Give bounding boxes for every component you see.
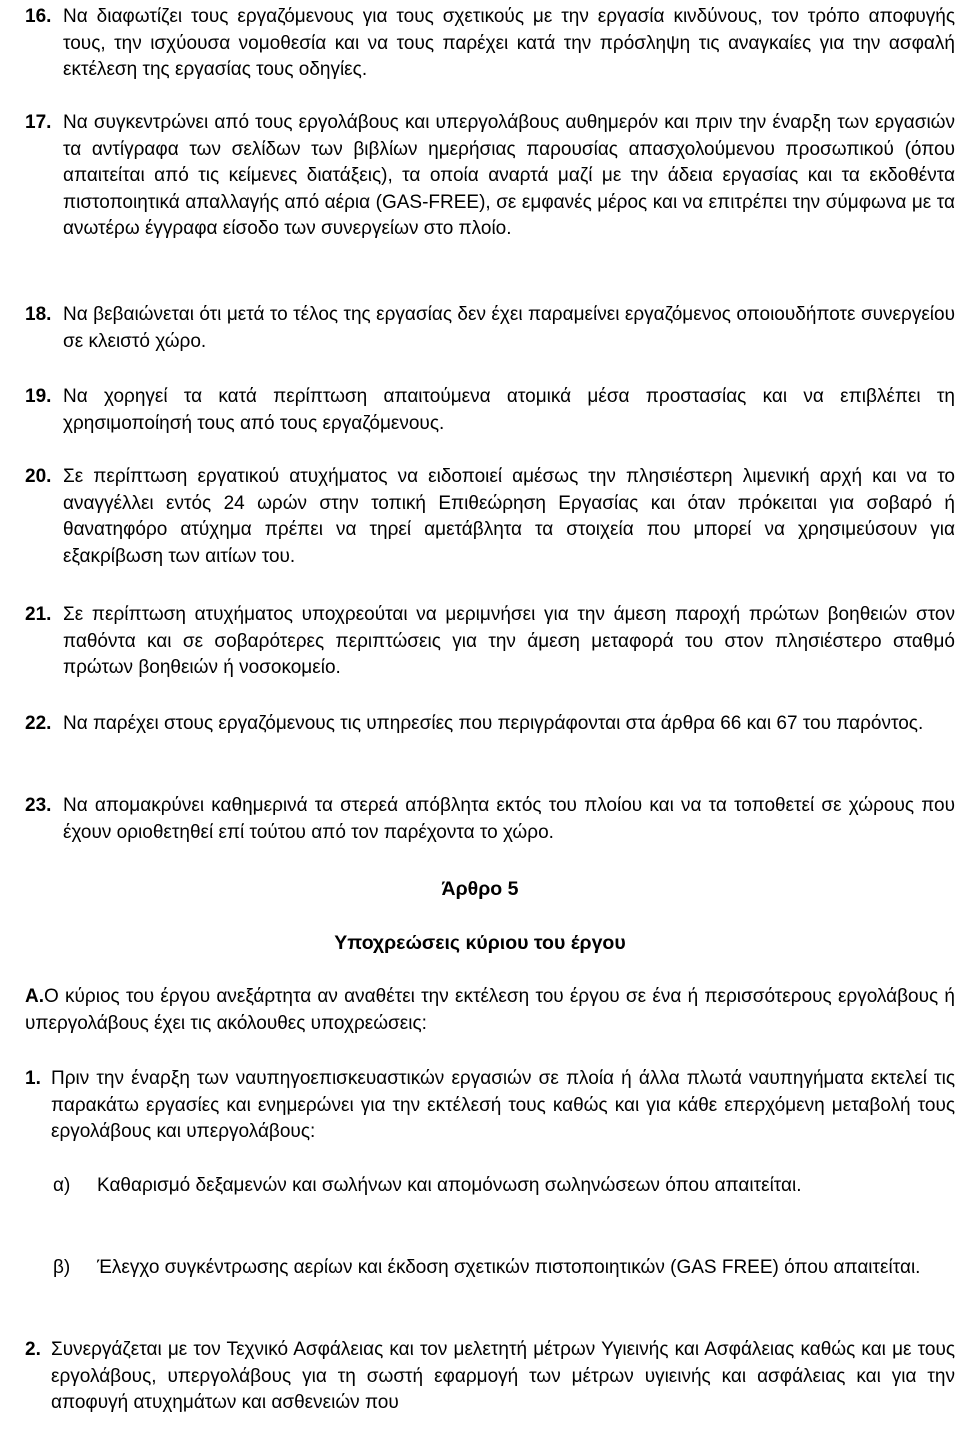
article-subtitle: Υποχρεώσεις κύριου του έργου — [334, 932, 626, 954]
item-text: Σε περίπτωση ατυχήματος υποχρεούται να μεριμνήσει για την άμεση παροχή πρώτων βοηθειών στον παθόντα και σε σοβαρότερες περιπτώσεις για την άμεση μεταφορά του στον πλησιέστερο σταθμό πρώτων βοηθειών ή νοσοκομείο. — [63, 604, 955, 678]
subitem-1 — [25, 1066, 955, 1146]
item-text: Να συγκεντρώνει από τους εργολάβους και υπεργολάβους αυθημερόν και πριν την έναρξη των εργασιών τα αντίγραφα των σελίδων των βιβλίων ημερήσιας παρουσίας απασχολούμενου προσωπικού (όπου απαιτείται από τις κείμενες διατάξεις), τα οποία αναρτά μαζί με την άδεια εργασίας και τα εκδοθέντα πιστοποιητικά απαλλαγής από αέρια (GAS-FREE), σε εμφανές μέρος και να επιτρέπει την σύμφωνα με τα ανωτέρω έγγραφα είσοδο των συνεργείων στο πλοίο. — [63, 112, 955, 239]
item-number: 23. — [25, 795, 52, 816]
letter-text: Έλεγχο συγκέντρωσης αερίων και έκδοση σχετικών πιστοποιητικών (GAS FREE) όπου απαιτείται. — [97, 1257, 921, 1278]
item-number: 20. — [25, 466, 52, 487]
item-number: 18. — [25, 304, 52, 325]
item-number: 16. — [25, 6, 52, 27]
item-number: 19. — [25, 386, 52, 407]
letter-text: Καθαρισμό δεξαμενών και σωλήνων και απομόνωση σωληνώσεων όπου απαιτείται. — [97, 1175, 802, 1196]
subitem-number: 2. — [25, 1339, 41, 1360]
list-item-21 — [25, 602, 955, 682]
section-a-text: Ο κύριος του έργου ανεξάρτητα αν αναθέτει την εκτέλεση του έργου σε ένα ή περισσότερους εργολάβους ή υπεργολάβους έχει τις ακόλουθες υποχρεώσεις: — [25, 986, 955, 1034]
item-text: Να χορηγεί τα κατά περίπτωση απαιτούμενα ατομικά μέσα προστασίας και να επιβλέπει τη χρησιμοποίησή τους από τους εργαζόμενους. — [63, 386, 955, 434]
subitem-text: Συνεργάζεται με τον Τεχνικό Ασφάλειας και τον μελετητή μέτρων Υγιεινής και Ασφάλειας καθώς και με τους εργολάβους, υπεργολάβους για τη σωστή εφαρμογή των μέτρων υγιεινής και ασφάλειας και για την αποφυγή ατυχημάτων και ασθενειών που — [51, 1339, 955, 1413]
list-item-23 — [25, 793, 955, 846]
item-text: Να παρέχει στους εργαζόμενους τις υπηρεσίες που περιγράφονται στα άρθρα 66 και 67 του παρόντος. — [63, 713, 924, 734]
section-a — [25, 984, 955, 1037]
subitem-text: Πριν την έναρξη των ναυπηγοεπισκευαστικών εργασιών σε πλοία ή άλλα πλωτά ναυπηγήματα εκτελεί τις παρακάτω εργασίες και ενημερώνει για την εκτέλεσή τους καθώς και για κάθε επερχόμενη μεταβολή τους εργολάβους και υπεργολάβους: — [51, 1068, 955, 1142]
subitem-number: 1. — [25, 1068, 41, 1089]
list-item-18 — [25, 302, 955, 355]
article-title: Άρθρο 5 — [441, 878, 519, 900]
list-item-17 — [25, 110, 955, 243]
letter-item-a — [25, 1173, 955, 1200]
item-text: Να απομακρύνει καθημερινά τα στερεά απόβλητα εκτός του πλοίου και να τα τοποθετεί σε χώρους που έχουν οριοθετηθεί επί τούτου από τον παρέχοντα το χώρο. — [63, 795, 955, 843]
letter-item-b — [25, 1255, 955, 1282]
section-a-label: Α. — [25, 986, 44, 1007]
list-item-16 — [25, 4, 955, 84]
list-item-22 — [25, 711, 955, 738]
list-item-20 — [25, 464, 955, 570]
letter-label: β) — [53, 1257, 71, 1278]
item-number: 22. — [25, 713, 52, 734]
subitem-2 — [25, 1337, 955, 1417]
item-text: Σε περίπτωση εργατικού ατυχήματος να ειδοποιεί αμέσως την πλησιέστερη λιμενική αρχή και να το αναγγέλλει εντός 24 ωρών στην τοπική Επιθεώρηση Εργασίας και όταν πρόκειται για σοβαρό ή θανατηφόρο ατύχημα πρέπει να τηρεί αμετάβλητα τα στοιχεία που μπορεί να χρησιμεύσουν για εξακρίβωση των αιτίων του. — [63, 466, 955, 567]
item-number: 17. — [25, 112, 52, 133]
item-text: Να διαφωτίζει τους εργαζόμενους για τους σχετικούς με την εργασία κινδύνους, τον τρόπο αποφυγής τους, την ισχύουσα νομοθεσία και να τους παρέχει κατά την πρόσληψη τις αναγκαίες για την ασφαλή εκτέλεση της εργασίας τους οδηγίες. — [63, 6, 955, 80]
list-item-19 — [25, 384, 955, 437]
item-text: Να βεβαιώνεται ότι μετά το τέλος της εργασίας δεν έχει παραμείνει εργαζόμενος οποιουδήποτε συνεργείου σε κλειστό χώρο. — [63, 304, 955, 352]
item-number: 21. — [25, 604, 52, 625]
letter-label: α) — [53, 1175, 71, 1196]
